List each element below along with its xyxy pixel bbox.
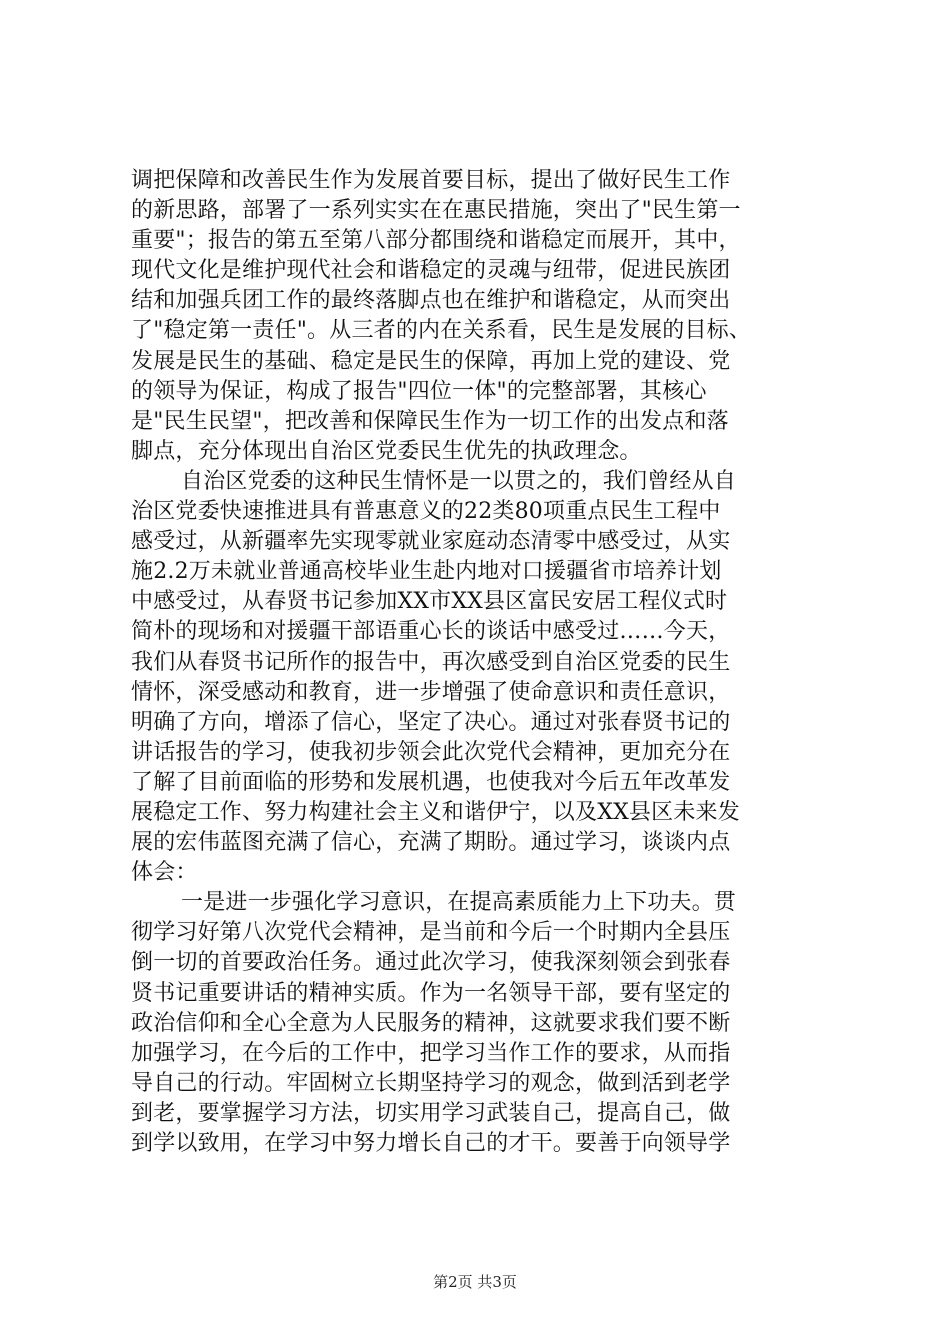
text-line: 是"民生民望"，把改善和保障民生作为一切工作的出发点和落 (131, 408, 729, 434)
paragraph-first-line: 自治区党委的这种民生情怀是一以贯之的，我们曾经从自 (181, 468, 737, 494)
text-line: 治区党委快速推进具有普惠意义的22类80项重点民生工程中 (131, 499, 721, 525)
text-line: 感受过，从新疆率先实现零就业家庭动态清零中感受过，从实 (131, 529, 731, 555)
text-line: 政治信仰和全心全意为人民服务的精神，这就要求我们要不断 (131, 1010, 731, 1036)
text-line: 脚点，充分体现出自治区党委民生优先的执政理念。 (131, 438, 642, 464)
document-body (131, 166, 831, 1159)
text-line: 导自己的行动。牢固树立长期坚持学习的观念，做到活到老学 (131, 1070, 731, 1096)
paragraph-first-line: 一是进一步强化学习意识，在提高素质能力上下功夫。贯 (181, 890, 737, 916)
text-line: 展稳定工作、努力构建社会主义和谐伊宁，以及XX县区未来发 (131, 799, 740, 825)
text-line: 讲话报告的学习，使我初步领会此次党代会精神，更加充分在 (131, 739, 731, 765)
text-line: 简朴的现场和对援疆干部语重心长的谈话中感受过……今天， (131, 619, 731, 645)
text-line: 的新思路，部署了一系列实实在在惠民措施，突出了"民生第一 (131, 198, 741, 224)
text-line: 贤书记重要讲话的精神实质。作为一名领导干部，要有坚定的 (131, 980, 731, 1006)
text-line: 了"稳定第一责任"。从三者的内在关系看，民生是发展的目标、 (131, 318, 752, 344)
text-line: 中感受过，从春贤书记参加XX市XX县区富民安居工程仪式时 (131, 589, 728, 615)
text-line: 到学以致用，在学习中努力增长自己的才干。要善于向领导学 (131, 1131, 731, 1156)
text-line: 施2.2万未就业普通高校毕业生赴内地对口援疆省市培养计划 (131, 559, 722, 585)
text-line: 到老，要掌握学习方法，切实用学习武装自己，提高自己，做 (131, 1100, 731, 1126)
text-line: 我们从春贤书记所作的报告中，再次感受到自治区党委的民生 (131, 649, 731, 675)
text-line: 情怀，深受感动和教育，进一步增强了使命意识和责任意识， (131, 679, 731, 705)
text-line: 明确了方向，增添了信心，坚定了决心。通过对张春贤书记的 (131, 709, 731, 735)
text-line: 展的宏伟蓝图充满了信心，充满了期盼。通过学习，谈谈内点 (131, 830, 731, 856)
text-line: 了解了目前面临的形势和发展机遇，也使我对今后五年改革发 (131, 769, 731, 795)
text-line: 体会： (131, 860, 198, 886)
text-line: 的领导为保证，构成了报告"四位一体"的完整部署，其核心 (131, 378, 707, 404)
text-line: 重要"；报告的第五至第八部分都围绕和谐稳定而展开，其中， (131, 228, 741, 254)
text-line: 结和加强兵团工作的最终落脚点也在维护和谐稳定，从而突出 (131, 288, 731, 314)
text-line: 加强学习，在今后的工作中，把学习当作工作的要求，从而指 (131, 1040, 731, 1066)
page-number-footer: 第2页 共3页 (433, 1273, 517, 1291)
text-line: 调把保障和改善民生作为发展首要目标，提出了做好民生工作 (131, 168, 731, 193)
text-line: 彻学习好第八次党代会精神，是当前和今后一个时期内全县压 (131, 920, 731, 946)
text-line: 现代文化是维护现代社会和谐稳定的灵魂与纽带，促进民族团 (131, 258, 731, 284)
text-line: 发展是民生的基础、稳定是民生的保障，再加上党的建设、党 (131, 348, 731, 374)
text-line: 倒一切的首要政治任务。通过此次学习，使我深刻领会到张春 (131, 950, 731, 976)
